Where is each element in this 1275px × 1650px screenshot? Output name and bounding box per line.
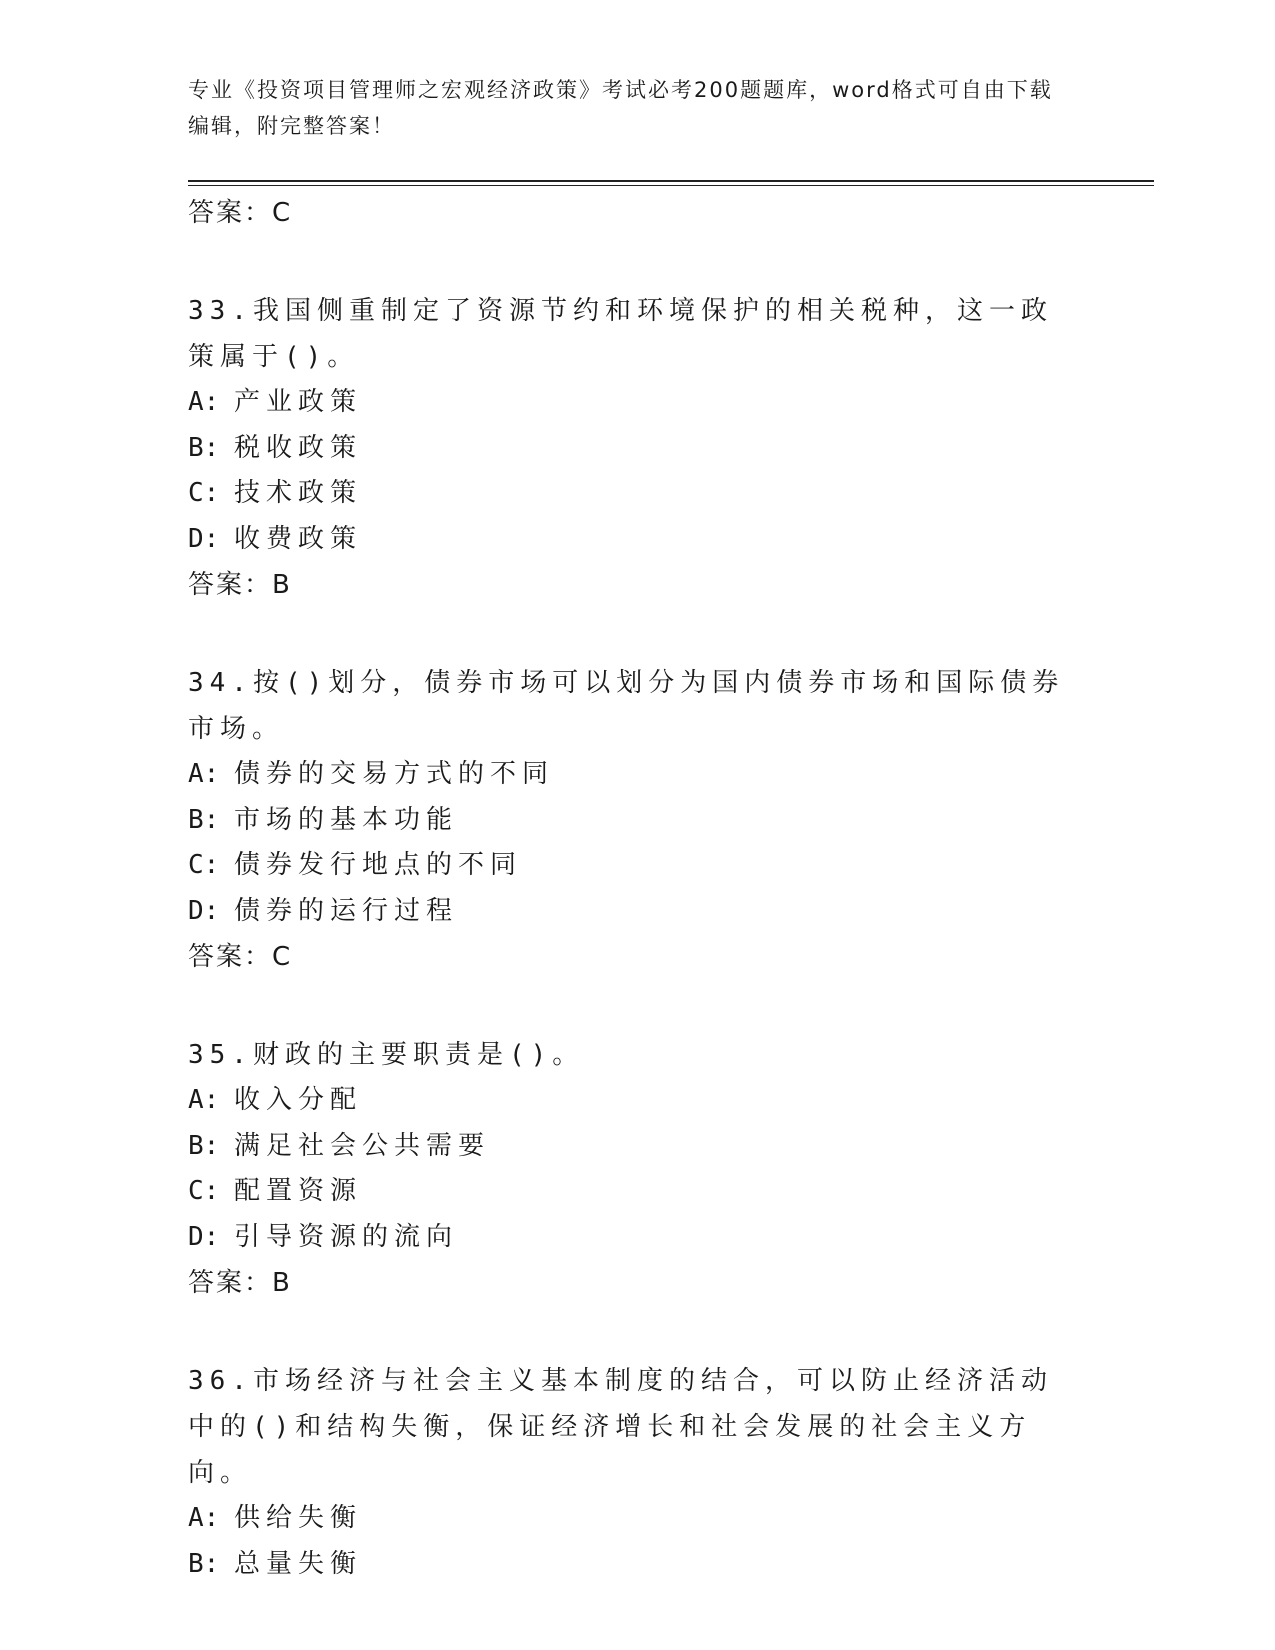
option-letter: A: (188, 759, 220, 789)
option-text: 技术政策 (234, 478, 363, 508)
option-d (188, 517, 1078, 563)
option-text: 引导资源的流向 (234, 1221, 459, 1252)
option-a (188, 1496, 1078, 1542)
option-text: 产业政策 (234, 387, 363, 417)
option-d (188, 1215, 1078, 1261)
answer-line: 答案：B (188, 570, 292, 600)
option-b (188, 1542, 1078, 1588)
option-a (188, 380, 1078, 426)
option-c (188, 471, 1078, 517)
question-stem: 33.我国侧重制定了资源节约和环境保护的相关税种，这一政策属于()。 (188, 296, 1053, 372)
option-d (188, 889, 1078, 935)
option-b (188, 426, 1078, 472)
option-letter: D: (188, 523, 220, 554)
question-block (188, 1032, 1078, 1306)
option-letter: A: (188, 1503, 220, 1533)
option-text: 市场的基本功能 (234, 804, 459, 835)
question-stem: 35.财政的主要职责是()。 (188, 1040, 585, 1070)
option-letter: B: (188, 1130, 220, 1161)
option-a (188, 752, 1078, 798)
option-letter: C: (188, 478, 220, 508)
option-letter: D: (188, 895, 220, 926)
document-header: 专业《投资项目管理师之宏观经济政策》考试必考200题题库，word格式可自由下载编辑，附完整答案！ (188, 78, 1053, 138)
option-text: 债券的交易方式的不同 (234, 759, 555, 789)
option-letter: B: (188, 432, 220, 463)
question-list (188, 190, 1078, 1587)
option-text: 税收政策 (234, 432, 363, 463)
option-c (188, 843, 1078, 889)
option-text: 配置资源 (234, 1176, 363, 1206)
option-text: 供给失衡 (234, 1503, 363, 1533)
option-text: 债券发行地点的不同 (234, 850, 523, 880)
answer-line: 答案：B (188, 1268, 292, 1298)
option-b (188, 798, 1078, 844)
option-a (188, 1078, 1078, 1124)
header-rule-thin (188, 185, 1154, 186)
option-letter: C: (188, 1176, 220, 1206)
option-letter: A: (188, 387, 220, 417)
option-text: 收入分配 (234, 1085, 363, 1115)
question-stem: 36.市场经济与社会主义基本制度的结合，可以防止经济活动中的()和结构失衡，保证经济增长和社会发展的社会主义方向。 (188, 1366, 1053, 1488)
option-letter: B: (188, 804, 220, 835)
option-text: 收费政策 (234, 523, 363, 554)
option-text: 债券的运行过程 (234, 895, 459, 926)
option-b (188, 1124, 1078, 1170)
answer-line: 答案：C (188, 942, 293, 972)
header-rule-thick (188, 180, 1154, 182)
option-letter: D: (188, 1221, 220, 1252)
answer-line: 答案：C (188, 198, 293, 228)
option-letter: C: (188, 850, 220, 880)
question-stem: 34.按()划分，债券市场可以划分为国内债券市场和国际债券市场。 (188, 668, 1065, 744)
question-block (188, 288, 1078, 608)
question-block (188, 1358, 1078, 1587)
question-block (188, 660, 1078, 980)
option-c (188, 1169, 1078, 1215)
option-letter: B: (188, 1548, 220, 1579)
option-letter: A: (188, 1085, 220, 1115)
option-text: 总量失衡 (234, 1548, 363, 1579)
option-text: 满足社会公共需要 (234, 1130, 491, 1161)
